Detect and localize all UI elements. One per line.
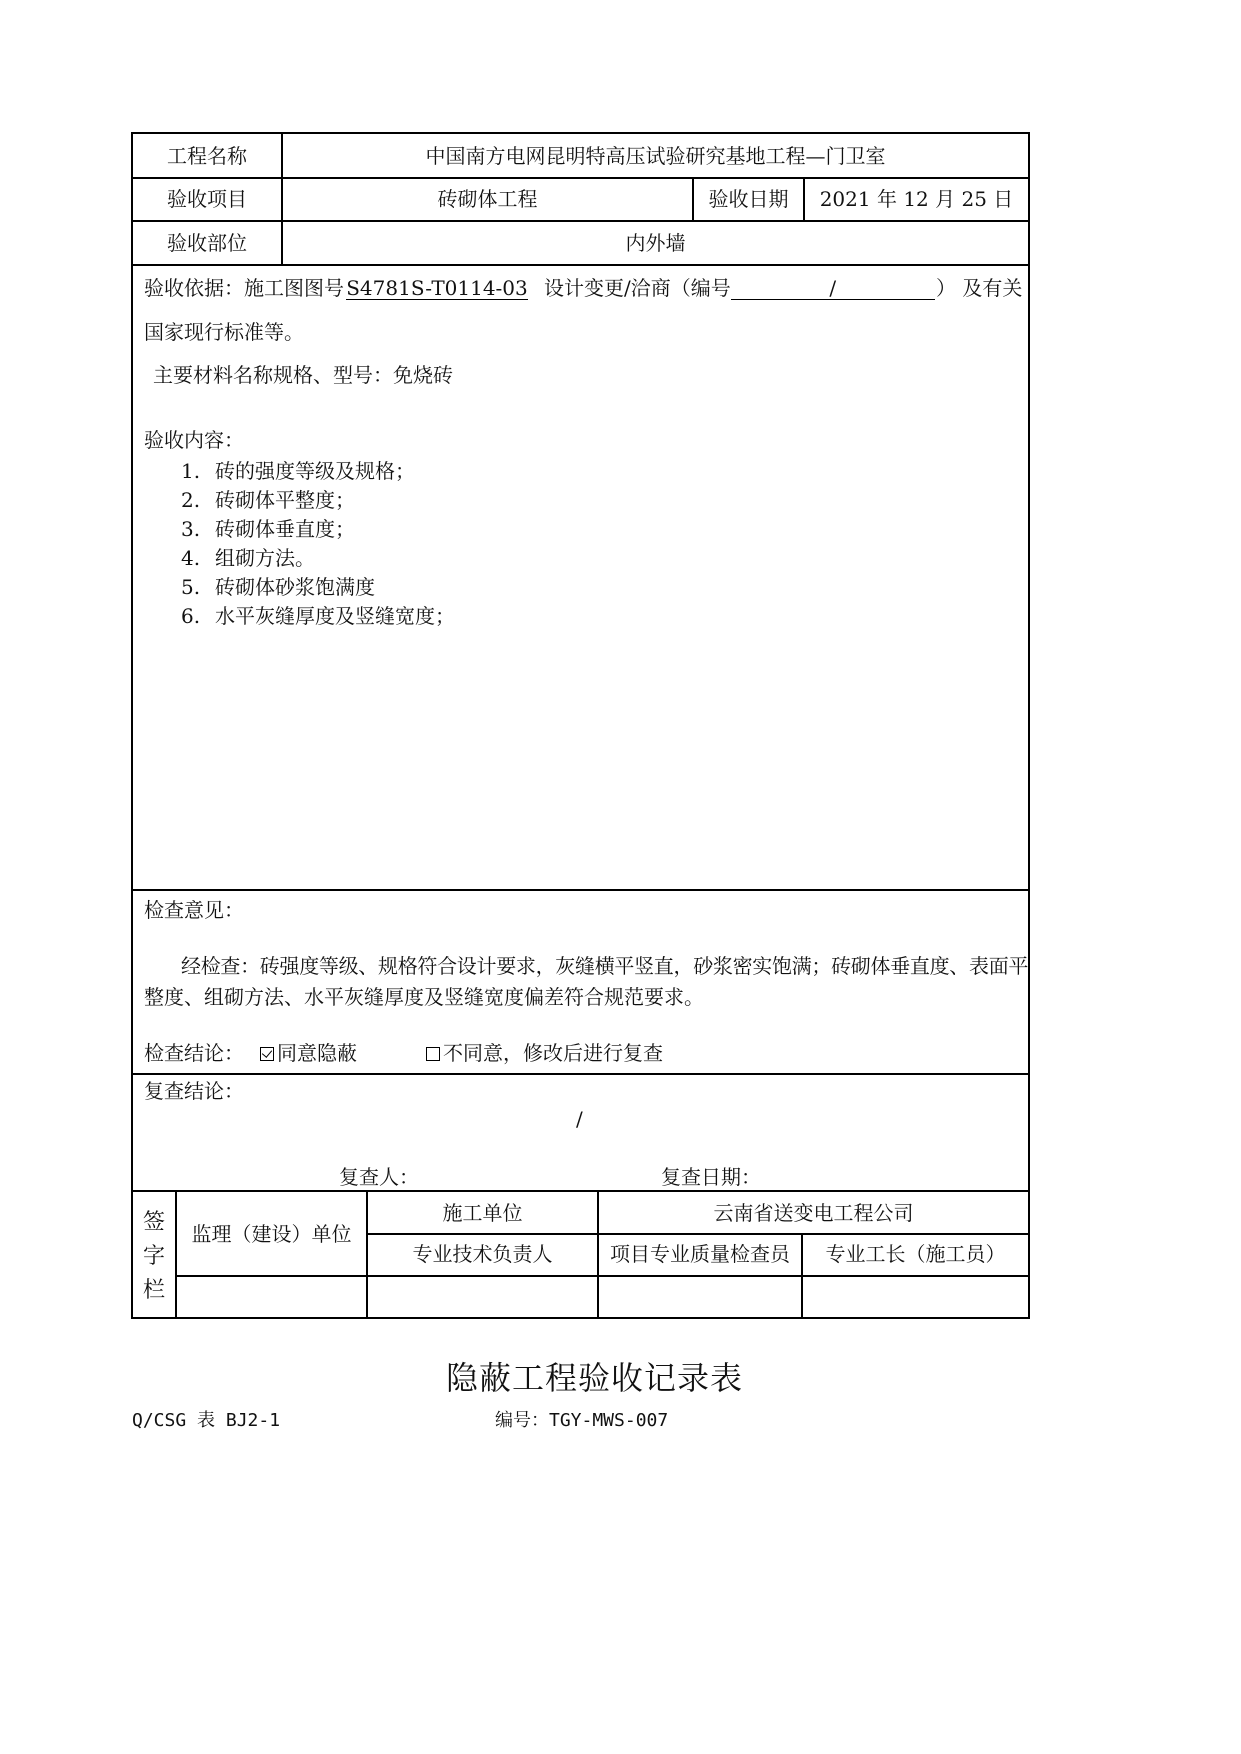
form-code: Q/CSG 表 BJ2-1 (132, 1410, 281, 1431)
agree-option[interactable] (260, 1040, 357, 1066)
basis-suffix: ） 及有关 (936, 276, 1023, 300)
agree-label: 同意隐蔽 (277, 1041, 357, 1065)
project-name-label: 工程名称 (167, 144, 247, 168)
basis-line (144, 275, 528, 301)
agree-checkbox[interactable] (260, 1047, 274, 1061)
item-label: 验收项目 (167, 187, 247, 211)
disagree-checkbox[interactable] (426, 1047, 440, 1061)
change-number: / (731, 277, 935, 300)
recheck-person-label: 复查人： (339, 1165, 419, 1189)
item-text: 砖砌体平整度； (215, 488, 355, 512)
list-item (181, 545, 315, 571)
form-title: 隐蔽工程验收记录表 (446, 1359, 744, 1397)
date-label: 验收日期 (708, 187, 789, 211)
position-value: 内外墙 (625, 231, 686, 255)
inspection-line1: 经检查：砖强度等级、规格符合设计要求，灰缝横平竖直，砂浆密实饱满；砖砌体垂直度、表面平 (181, 954, 1029, 978)
design-change-line (544, 275, 935, 301)
construction-unit-label: 施工单位 (442, 1201, 523, 1225)
item-number: 5. (181, 575, 201, 599)
item-number: 3. (181, 517, 201, 541)
recheck-value: / (576, 1107, 583, 1131)
basis-prefix: 验收依据：施工图图号 (144, 276, 344, 300)
list-item (181, 603, 455, 629)
recheck-date-label: 复查日期： (661, 1165, 761, 1189)
item-number: 1. (181, 459, 201, 483)
quality-inspector-label: 项目专业质量检查员 (610, 1242, 790, 1266)
date-value: 2021 年 12 月 25 日 (819, 187, 1014, 211)
item-number: 2. (181, 488, 201, 512)
drawing-number: S4781S-T0114-03 (346, 276, 528, 300)
inspection-label: 检查意见： (144, 898, 244, 922)
item-text: 砖的强度等级及规格； (215, 459, 415, 483)
conclusion-label: 检查结论： (144, 1041, 244, 1065)
list-item (181, 458, 415, 484)
list-item (181, 487, 355, 513)
item-text: 砖砌体砂浆饱满度 (215, 575, 375, 599)
project-name-value: 中国南方电网昆明特高压试验研究基地工程—门卫室 (425, 144, 886, 168)
tech-lead-label: 专业技术负责人 (412, 1242, 553, 1266)
design-change-label: 设计变更/洽商（编号 (544, 276, 731, 300)
inspection-line2: 整度、组砌方法、水平灰缝厚度及竖缝宽度偏差符合规范要求。 (144, 985, 704, 1009)
content-label: 验收内容： (144, 428, 244, 452)
disagree-label: 不同意，修改后进行复查 (443, 1041, 663, 1065)
supervisor-unit: 监理（建设）单位 (191, 1222, 352, 1246)
signature-column-label: 签 字 栏 (142, 1210, 165, 1303)
foreman-label: 专业工长（施工员） (825, 1242, 1006, 1266)
disagree-option[interactable] (426, 1040, 663, 1066)
item-text: 水平灰缝厚度及竖缝宽度； (215, 604, 455, 628)
list-item (181, 574, 375, 600)
material-line: 主要材料名称规格、型号：免烧砖 (153, 363, 453, 387)
item-text: 组砌方法。 (215, 546, 315, 570)
item-number: 4. (181, 546, 201, 570)
recheck-label: 复查结论： (144, 1079, 244, 1103)
construction-unit-value: 云南省送变电工程公司 (713, 1201, 914, 1225)
item-number: 6. (181, 604, 201, 628)
item-value: 砖砌体工程 (437, 187, 538, 211)
basis-line2: 国家现行标准等。 (144, 320, 304, 344)
item-text: 砖砌体垂直度； (215, 517, 355, 541)
serial-number: 编号：TGY-MWS-007 (495, 1410, 669, 1431)
position-label: 验收部位 (167, 231, 247, 255)
list-item (181, 516, 355, 542)
